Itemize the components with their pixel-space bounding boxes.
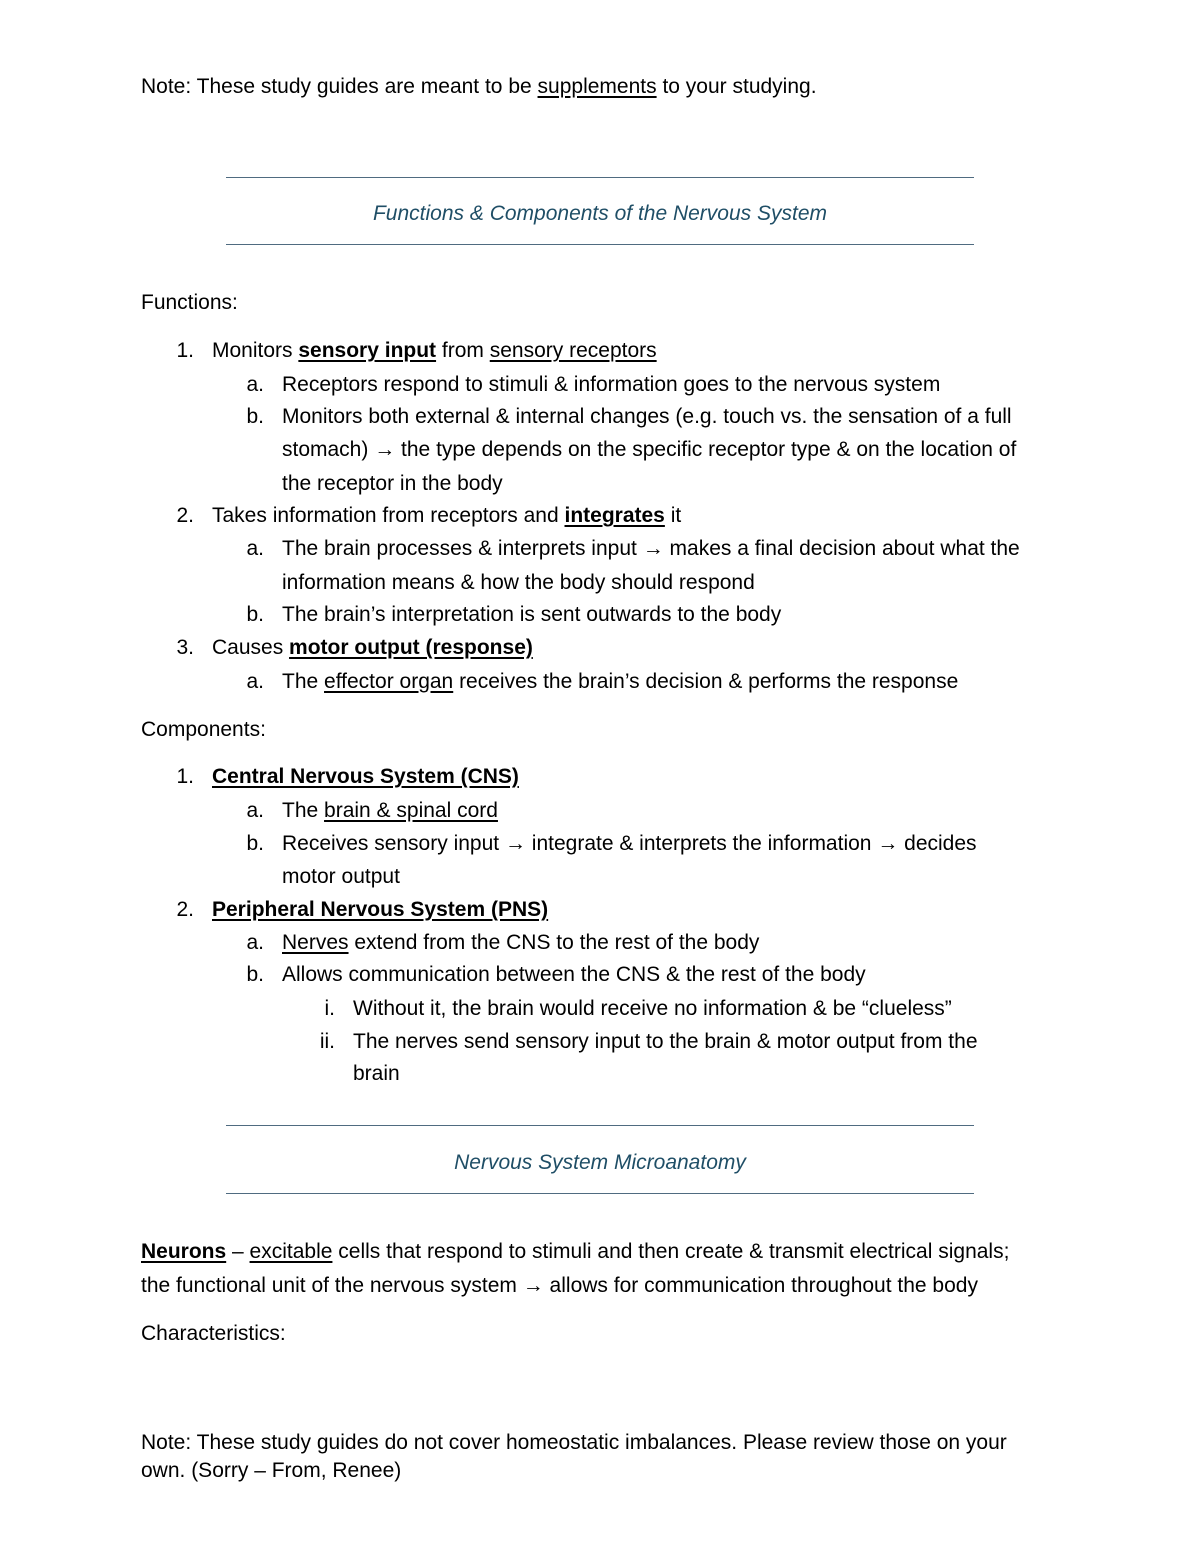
component-item-1: Central Nervous System (CNS) (212, 765, 519, 788)
section-divider-bottom (226, 244, 974, 245)
list-number: 2. (176, 504, 194, 527)
list-letter: b. (246, 603, 264, 626)
section-title-functions-components: Functions & Components of the Nervous System (372, 202, 828, 225)
list-letter: b. (246, 832, 264, 855)
list-number: 2. (176, 898, 194, 921)
function-item-1b-line3: the receptor in the body (282, 472, 503, 495)
components-heading: Components: (141, 718, 266, 741)
bottom-note-line1: Note: These study guides do not cover homeostatic imbalances. Please review those on your (141, 1431, 1007, 1454)
section-divider-top (226, 177, 974, 178)
function-item-1b-line2: stomach) → the type depends on the specific receptor type & on the location of (282, 438, 1017, 461)
list-letter: a. (246, 931, 264, 954)
component-item-2b-ii-line1: The nerves send sensory input to the brain & motor output from the (353, 1030, 978, 1053)
function-item-2: Takes information from receptors and integrates it (212, 504, 682, 527)
section-divider-top (226, 1125, 974, 1126)
component-item-1b-line2: motor output (282, 865, 400, 888)
component-item-2b-i: Without it, the brain would receive no information & be “clueless” (353, 997, 952, 1020)
component-item-2b-ii-line2: brain (353, 1062, 400, 1085)
component-item-2: Peripheral Nervous System (PNS) (212, 898, 549, 921)
list-letter: b. (246, 963, 264, 986)
function-item-1b-line1: Monitors both external & internal changes (e.g. touch vs. the sensation of a full (282, 405, 1012, 428)
list-number: 3. (176, 636, 194, 659)
bottom-note-line2: own. (Sorry – From, Renee) (141, 1459, 402, 1482)
arrow-icon: → (374, 438, 396, 461)
arrow-icon: → (504, 832, 526, 855)
supplements-underlined: supplements (537, 75, 657, 98)
component-item-1a: The brain & spinal cord (282, 799, 498, 822)
arrow-icon: → (642, 537, 664, 560)
list-number: 1. (176, 765, 194, 788)
neurons-term: Neurons (141, 1240, 227, 1263)
list-letter: b. (246, 405, 264, 428)
function-item-3: Causes motor output (response) (212, 636, 533, 659)
function-item-1: Monitors sensory input from sensory receptors (212, 339, 657, 362)
function-item-2b: The brain’s interpretation is sent outwards to the body (282, 603, 782, 626)
function-item-3a: The effector organ receives the brain’s decision & performs the response (282, 670, 959, 693)
function-item-1a: Receptors respond to stimuli & information goes to the nervous system (282, 373, 941, 396)
list-letter: a. (246, 373, 264, 396)
section-divider-bottom (226, 1193, 974, 1194)
list-number: 1. (176, 339, 194, 362)
arrow-icon: → (877, 832, 899, 855)
characteristics-heading: Characteristics: (141, 1322, 286, 1345)
section-title-microanatomy: Nervous System Microanatomy (454, 1151, 746, 1174)
functions-heading: Functions: (141, 291, 238, 314)
list-roman: i. (324, 997, 335, 1020)
component-item-2a: Nerves extend from the CNS to the rest of the body (282, 931, 760, 954)
component-item-1b-line1: Receives sensory input → integrate & interprets the information → decides (282, 832, 977, 855)
list-letter: a. (246, 670, 264, 693)
list-letter: a. (246, 799, 264, 822)
top-note: Note: These study guides are meant to be supplements to your studying. (141, 75, 817, 98)
list-letter: a. (246, 537, 264, 560)
list-roman: ii. (319, 1030, 335, 1053)
neurons-definition-line2: the functional unit of the nervous system → allows for communication throughout the body (141, 1274, 978, 1297)
function-item-2a-line1: The brain processes & interprets input → makes a final decision about what the (282, 537, 1020, 560)
arrow-icon: → (522, 1274, 544, 1297)
neurons-definition-line1: Neurons – excitable cells that respond to stimuli and then create & transmit electrical signals; (141, 1240, 1010, 1263)
component-item-2b: Allows communication between the CNS & the rest of the body (282, 963, 866, 986)
function-item-2a-line2: information means & how the body should respond (282, 571, 755, 594)
